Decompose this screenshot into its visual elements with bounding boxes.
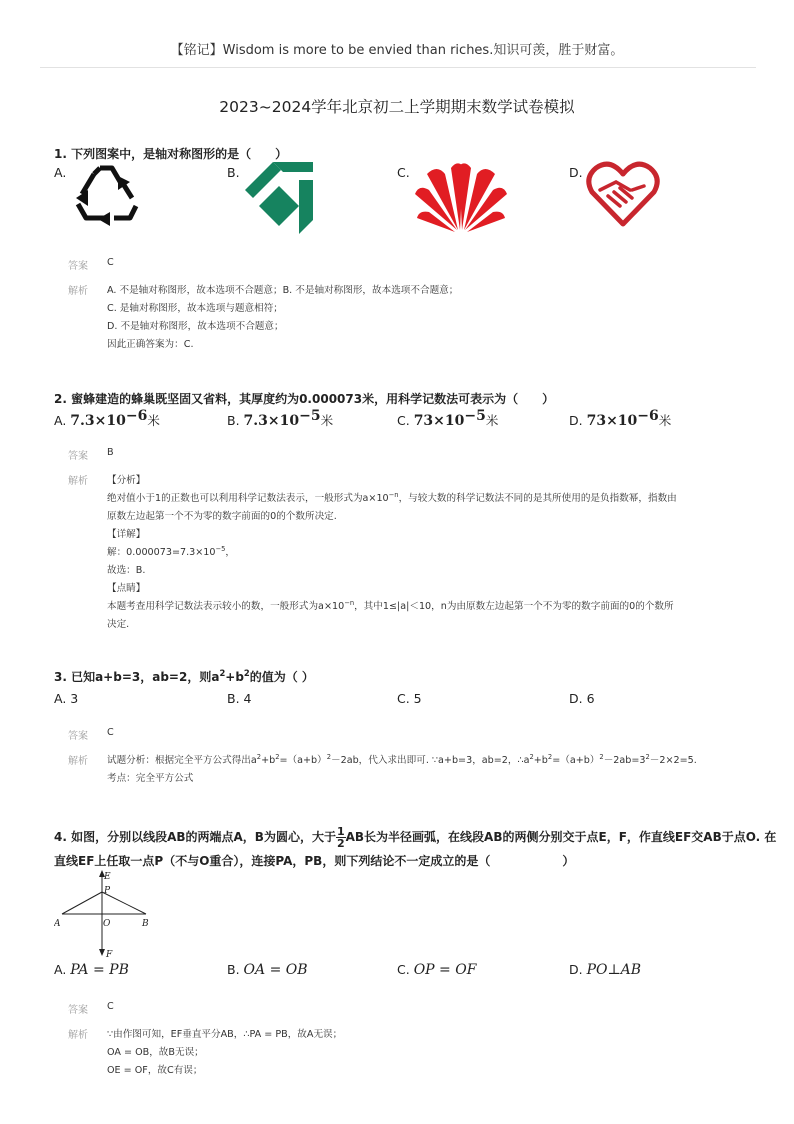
q2-analysis-label: 解析 <box>68 476 88 487</box>
q3-answer-label: 答案 <box>68 731 88 742</box>
header-motto: 【铭记】Wisdom is more to be envied than riches.知识可羡，胜于财富。 <box>170 43 624 58</box>
q3-option-c: C. 5 <box>397 691 422 706</box>
q1-option-a: A. <box>54 165 67 180</box>
recycle-icon <box>70 160 142 230</box>
label-e: E <box>104 872 111 882</box>
q1-answer: C <box>107 257 114 268</box>
heart-handshake-icon <box>586 160 660 228</box>
q1-option-d: D. <box>569 165 583 180</box>
q2-option-a: A. $7.3\times 10^{-6}$米 <box>54 408 160 430</box>
q4-option-d: D. PO⊥AB <box>569 962 642 978</box>
green-logo-icon <box>243 160 315 234</box>
geometry-figure <box>54 868 160 960</box>
q2-stem: 2. 蜜蜂建造的蜂巢既坚固又省料，其厚度约为0.000073米，用科学记数法可表示为（ ） <box>54 392 555 406</box>
q1-option-c: C. <box>397 165 410 180</box>
q2-answer-label: 答案 <box>68 451 88 462</box>
q2-option-b: B. $7.3\times 10^{-5}$米 <box>227 408 334 430</box>
q1-analysis-line: C. 是轴对称图形，故本选项与题意相符； <box>107 303 283 314</box>
q2-option-c: C. $73\times 10^{-5}$米 <box>397 408 499 430</box>
page-title: 2023~2024学年北京初二上学期期末数学试卷模拟 <box>219 98 575 116</box>
q4-analysis-line: OE = OF，故C有误； <box>107 1065 203 1076</box>
q2-answer: B <box>107 447 114 458</box>
half-fraction: $\frac{1}{2}$ <box>336 825 345 850</box>
q1-analysis-line: 因此正确答案为：C. <box>107 339 194 350</box>
label-p: P <box>104 886 111 896</box>
q2-analysis-heading: 【点睛】 <box>107 583 146 594</box>
label-f: F <box>106 950 113 960</box>
label-o: O <box>103 919 111 929</box>
q4-option-b: B. OA = OB <box>227 962 308 978</box>
q3-analysis-line: 试题分析：根据完全平方公式得出$a^2+b^2=(a+b)^2-2ab$，代入求出即可. ∵a+b=3，ab=2，$\therefore a^2+b^2=(a+b)^2-2ab=3^2-2\times 2=5$. <box>107 752 697 766</box>
q3-option-d: D. 6 <box>569 691 595 706</box>
q4-analysis-line: OA = OB，故B无误； <box>107 1047 204 1058</box>
label-a: A <box>54 919 61 929</box>
q2-analysis-line: 绝对值小于1的正数也可以利用科学记数法表示，一般形式为$a\times 10^{-n}$，与较大数的科学记数法不同的是其所使用的是负指数幂，指数由 <box>107 490 677 504</box>
q1-analysis-label: 解析 <box>68 286 88 297</box>
q4-analysis-line: ∵由作图可知，EF垂直平分AB，∴PA = PB，故A无误； <box>107 1029 343 1040</box>
q4-option-c: C. OP = OF <box>397 962 477 978</box>
q2-analysis-line: 本题考查用科学记数法表示较小的数，一般形式为$a\times 10^{-n}$，其中1≤|a|＜10，n为由原数左边起第一个不为零的数字前面的0的个数所 <box>107 598 674 612</box>
q2-analysis-line: 解：$0.000073=7.3\times 10^{-5}$， <box>107 544 236 558</box>
q2-analysis-line: 故选：B. <box>107 565 146 576</box>
q2-analysis-heading: 【详解】 <box>107 529 146 540</box>
q1-option-b: B. <box>227 165 240 180</box>
q2-analysis-line: 原数左边起第一个不为零的数字前面的0的个数所决定. <box>107 511 337 522</box>
q4-analysis-label: 解析 <box>68 1030 88 1041</box>
label-b: B <box>142 919 149 929</box>
q4-answer-label: 答案 <box>68 1005 88 1016</box>
q3-analysis-label: 解析 <box>68 756 88 767</box>
q1-analysis-line: D. 不是轴对称图形，故本选项不合题意； <box>107 321 284 332</box>
q3-option-a: A. 3 <box>54 691 79 706</box>
q3-option-b: B. 4 <box>227 691 252 706</box>
q4-answer: C <box>107 1001 114 1012</box>
q4-option-a: A. PA = PB <box>54 962 129 978</box>
q1-answer-label: 答案 <box>68 261 88 272</box>
q3-stem: 3. 已知a+b=3，ab=2，则$a^2+b^2$的值为（ ） <box>54 668 314 684</box>
q4-stem-line-2: 直线EF上任取一点P（不与O重合），连接PA，PB，则下列结论不一定成立的是（ ） <box>54 854 575 868</box>
q4-stem-line-1: 4. 如图，分别以线段AB的两端点A，B为圆心，大于 $\frac{1}{2}$ AB长为半径画弧，在线段AB的两侧分别交于点E，F，作直线EF交AB于点O. 在 <box>54 825 777 850</box>
header-divider <box>40 67 756 68</box>
q3-answer: C <box>107 727 114 738</box>
q3-analysis-line: 考点：完全平方公式 <box>107 773 194 784</box>
q2-analysis-heading: 【分析】 <box>107 475 146 486</box>
huawei-logo-icon <box>413 160 509 234</box>
q2-analysis-line: 决定. <box>107 619 130 630</box>
q2-option-d: D. $73\times 10^{-6}$米 <box>569 408 672 430</box>
q1-analysis-line: A. 不是轴对称图形，故本选项不合题意；B. 不是轴对称图形，故本选项不合题意； <box>107 285 459 296</box>
q1-stem: 1. 下列图案中，是轴对称图形的是（ ） <box>54 147 288 161</box>
